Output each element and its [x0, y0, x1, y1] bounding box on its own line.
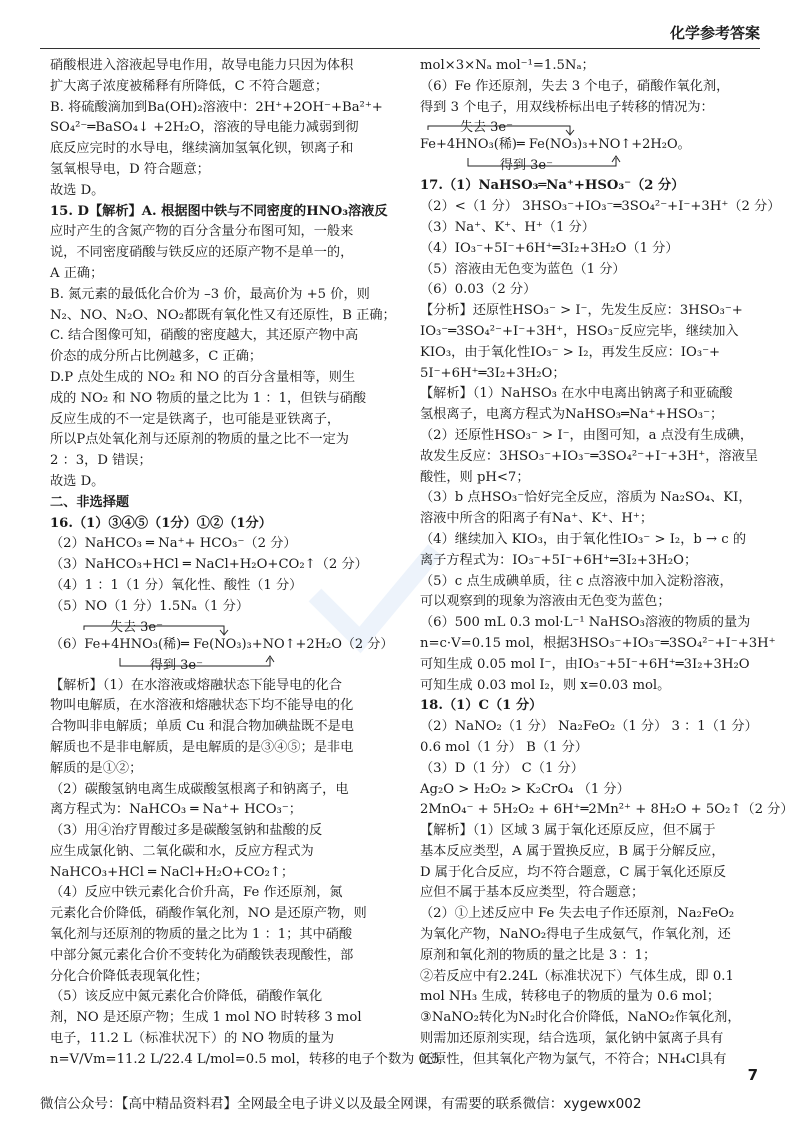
text-line: （2）<（1 分） 3HSO₃⁻+IO₃⁻═3SO₄²⁻+I⁻+3H⁺（2 分） [420, 199, 781, 215]
text-line: （5）NO（1 分）1.5Nₐ（1 分） [50, 598, 250, 614]
text-line: IO₃⁻═3SO₄²⁻+I⁻+3H⁺，HSO₃⁻反应完毕，继续加入 [420, 323, 739, 339]
text-line: （4）继续加入 KIO₃，由于氧化性IO₃⁻ > I₂，b → c 的 [420, 531, 747, 547]
text-line: 解质的是①②； [50, 760, 143, 776]
text-line: SO₄²⁻═BaSO₄↓ +2H₂O，溶液的导电能力减弱到彻 [50, 120, 359, 136]
text-line: 16.（1）③④⑤（1分）①②（1分） [50, 515, 272, 531]
text-line: 2MnO₄⁻ + 5H₂O₂ + 6H⁺═2Mn²⁺ + 8H₂O + 5O₂↑（2 分） [420, 802, 794, 818]
text-line: 可以观察到的现象为溶液由无色变为蓝色； [420, 594, 671, 610]
text-line: 18.（1）C（1 分） [420, 698, 543, 714]
text-line: 硝酸根进入溶液起导电作用，故导电能力只因为体积 [50, 58, 354, 73]
text-line: 【分析】还原性HSO₃⁻ > I⁻，先发生反应：3HSO₃⁻+ [420, 303, 743, 319]
text-line: （3）用④治疗胃酸过多是碳酸氢钠和盐酸的反 [50, 823, 323, 839]
text-line: （5）该反应中氮元素化合价降低，硝酸作氧化 [50, 989, 323, 1005]
text-line: 反应生成的不一定是铁离子，也可能是亚铁离子， [50, 411, 341, 427]
text-line: 电子，11.2 L（标准状况下）的 NO 物质的量为 [50, 1031, 335, 1047]
text-line: Ag₂O > H₂O₂ > K₂CrO₄ （1 分） [420, 781, 630, 797]
text-line: n=V/Vm=11.2 L/22.4 L/mol=0.5 mol，转移的电子个数为 0.5 [50, 1051, 440, 1067]
text-line: 氢根离子，电离方程式为NaHSO₃═Na⁺+HSO₃⁻； [420, 407, 724, 423]
text-line: （6）0.03（2 分） [420, 282, 537, 298]
text-line: 0.6 mol（1 分） B（1 分） [420, 739, 588, 755]
text-line: （6）500 mL 0.3 mol·L⁻¹ NaHSO₃溶液的物质的量为 [420, 615, 751, 631]
page-number: 7 [747, 1066, 758, 1084]
text-line: 底反应完时的水导电，继续滴加氢氧化钡，钡离子和 [50, 141, 354, 157]
text-line: 成的 NO₂ 和 NO 物质的量之比为 1 ：1，但铁与硝酸 [50, 390, 367, 406]
text-line: C. 结合图像可知，硝酸的密度越大，其还原产物中高 [50, 328, 359, 344]
text-line: （2）还原性HSO₃⁻ > I⁻，由图可知，a 点没有生成碘， [420, 427, 754, 443]
text-line: 酸性，则 pH<7； [420, 469, 530, 485]
text-line: KIO₃，由于氧化性IO₃⁻ > I₂，再发生反应：IO₃⁻+ [420, 344, 721, 360]
text-line: A 正确； [50, 265, 104, 281]
text-line: 所以P点处氧化剂与还原剂的物质的量之比不一定为 [50, 432, 349, 448]
text-line: （3）b 点HSO₃⁻恰好完全反应，溶质为 Na₂SO₄、KI， [420, 490, 752, 506]
text-line: 解质也不是非电解质，是电解质的是③④⑤；是非电 [50, 739, 354, 755]
text-line: 可知生成 0.03 mol I₂，则 x=0.03 mol。 [420, 677, 671, 693]
header-title: 化学参考答案 [669, 24, 760, 42]
text-line: ③NaNO₂转化为N₂时化合价降低，NaNO₂作氧化剂， [420, 1010, 741, 1026]
text-line: 说，不同密度硝酸与铁反应的还原产物不是单一的， [50, 245, 354, 261]
left-column [50, 56, 440, 1071]
text-line: （3）Na⁺、K⁺、H⁺（1 分） [420, 219, 595, 235]
text-line: 还原性，但其氧化产物为氯气，不符合；NH₄Cl具有 [420, 1051, 727, 1067]
text-line: 应但不属于基本反应类型，符合题意； [420, 885, 645, 901]
text-line: 故选 D。 [50, 473, 105, 489]
text-line: 分化合价降低表现氧化性； [50, 968, 209, 984]
text-line: （2）①上述反应中 Fe 失去电子作还原剂，Na₂FeO₂ [420, 906, 735, 922]
text-line: （4）反应中铁元素化合价升高，Fe 作还原剂，氮 [50, 885, 343, 901]
text-line: 基本反应类型，A 属于置换反应，B 属于分解反应， [420, 843, 725, 859]
text-line: 2 ：3，D 错误； [50, 453, 152, 469]
text-line: NaHCO₃+HCl ═ NaCl+H₂O+CO₂↑； [50, 864, 295, 880]
reaction-equation: Fe+4HNO₃(稀)═ Fe(NO₃)₃+NO↑+2H₂O。 [420, 137, 691, 153]
text-line: （4）IO₃⁻+5I⁻+6H⁺═3I₂+3H₂O（1 分） [420, 240, 679, 256]
text-line: 合物叫非电解质；单质 Cu 和混合物加碘盐既不是电 [50, 719, 354, 735]
text-line: 价态的成分所占比例越多，C 正确； [50, 349, 263, 365]
text-line: 5I⁻+6H⁺═3I₂+3H₂O； [420, 365, 566, 381]
text-line: D 属于化合反应，均不符合题意，C 属于氧化还原反 [420, 864, 726, 880]
gain-electrons-label: 得到 3e⁻ [150, 657, 203, 673]
text-line: 15. D【解析】A. 根据图中铁与不同密度的HNO₃溶液反 [50, 203, 388, 219]
text-line: 离方程式为：NaHCO₃ ═ Na⁺+ HCO₃⁻； [50, 802, 302, 818]
text-line: 二、非选择题 [50, 494, 130, 510]
text-line: B. 氮元素的最低化合价为 –3 价，最高价为 +5 价，则 [50, 286, 370, 302]
text-line: 【解析】（1）在水溶液或熔融状态下能导电的化合 [50, 677, 342, 693]
text-line: 可知生成 0.05 mol I⁻，由IO₃⁻+5I⁻+6H⁺═3I₂+3H₂O [420, 656, 750, 672]
text-line: （2）碳酸氢钠电离生成碳酸氢根离子和钠离子，电 [50, 781, 349, 797]
text-line: 为氧化产物，NaNO₂得电子生成氨气，作氧化剂，还 [420, 927, 731, 943]
text-line: 【解析】（1）区域 3 属于氧化还原反应，但不属于 [420, 823, 716, 839]
text-line: 溶液中所含的阳离子有Na⁺、K⁺、H⁺； [420, 511, 654, 527]
electron-transfer-diagram-right [420, 118, 765, 176]
text-line: 故选 D。 [50, 182, 105, 198]
header-rule [40, 48, 760, 49]
text-line: （5）c 点生成碘单质，往 c 点溶液中加入淀粉溶液， [420, 573, 733, 589]
text-line: 应时产生的含氮产物的百分含量分布图可知，一般来 [50, 224, 354, 240]
text-line: 原剂和氧化剂的物质的量之比是 3 ：1； [420, 947, 657, 963]
text-line: （3）D（1 分） C（1 分） [420, 760, 584, 776]
text-line: ②若反应中有2.24L（标准状况下）气体生成，即 0.1 [420, 968, 734, 984]
text-line: 剂，NO 是还原产物；生成 1 mol NO 时转移 3 mol [50, 1010, 362, 1026]
electron-transfer-diagram-left [50, 618, 395, 676]
text-line: D.P 点处生成的 NO₂ 和 NO 的百分含量相等，则生 [50, 369, 356, 385]
text-line: （2）NaNO₂（1 分） Na₂FeO₂（1 分） 3 ：1（1 分） [420, 719, 758, 735]
text-line: 17.（1）NaHSO₃═Na⁺+HSO₃⁻（2 分） [420, 178, 685, 194]
text-line: （4）1 ：1（1 分）氧化性、酸性（1 分） [50, 577, 303, 593]
text-line: （6）Fe 作还原剂，失去 3 个电子，硝酸作氧化剂， [420, 78, 730, 94]
text-line: （2）NaHCO₃ ═ Na⁺+ HCO₃⁻（2 分） [50, 536, 297, 552]
footer-text: 微信公众号：【高中精品资料君】全网最全电子讲义以及最全网课，有需要的联系微信：xygewx002 [40, 1096, 642, 1112]
text-line: B. 将硫酸滴加到Ba(OH)₂溶液中：2H⁺+2OH⁻+Ba²⁺+ [50, 99, 383, 115]
text-line: 物叫电解质，在水溶液和熔融状态下均不能导电的化 [50, 698, 354, 714]
text-line: 元素化合价降低，硝酸作氧化剂，NO 是还原产物，则 [50, 906, 367, 922]
text-line: 应生成氯化钠、二氧化碳和水，反应方程式为 [50, 843, 314, 859]
text-line: 氢氧根导电，D 符合题意； [50, 161, 210, 177]
right-column [420, 56, 794, 1071]
text-line: 氧化剂与还原剂的物质的量之比为 1 ：1；其中硝酸 [50, 927, 353, 943]
text-line: 扩大离子浓度被稀释有所降低，C 不符合题意； [50, 78, 329, 94]
lose-electrons-label: 失去 3e⁻ [460, 120, 513, 136]
text-line: N₂、NO、N₂O、NO₂都既有氧化性又有还原性，B 正确； [50, 307, 396, 323]
text-line: mol NH₃ 生成，转移电子的物质的量为 0.6 mol； [420, 989, 721, 1005]
gain-electrons-label: 得到 3e⁻ [500, 158, 553, 174]
text-line: （5）溶液由无色变为蓝色（1 分） [420, 261, 626, 277]
text-line: （3）NaHCO₃+HCl ═ NaCl+H₂O+CO₂↑（2 分） [50, 557, 368, 573]
text-line: mol×3×Nₐ mol⁻¹=1.5Nₐ； [420, 58, 595, 73]
lose-electrons-label: 失去 3e⁻ [110, 619, 163, 635]
text-line: 离子方程式为：IO₃⁻+5I⁻+6H⁺═3I₂+3H₂O； [420, 552, 698, 568]
text-line: n=c·V=0.15 mol，根据3HSO₃⁻+IO₃⁻═3SO₄²⁻+I⁻+3H⁺ [420, 635, 776, 651]
text-line: 则需加还原剂实现，结合选项，氯化钠中氯离子具有 [420, 1031, 724, 1047]
text-line: 故发生反应：3HSO₃⁻+IO₃⁻═3SO₄²⁻+I⁻+3H⁺，溶液呈 [420, 448, 759, 464]
reaction-equation: （6）Fe+4HNO₃(稀)═ Fe(NO₃)₃+NO↑+2H₂O（2 分） [50, 636, 394, 652]
text-line: 得到 3 个电子，用双线桥标出电子转移的情况为： [420, 99, 714, 115]
text-line: 中部分氮元素化合价不变转化为硝酸铁表现酸性，部 [50, 947, 354, 963]
text-line: 【解析】（1）NaHSO₃ 在水中电离出钠离子和亚硫酸 [420, 386, 733, 402]
